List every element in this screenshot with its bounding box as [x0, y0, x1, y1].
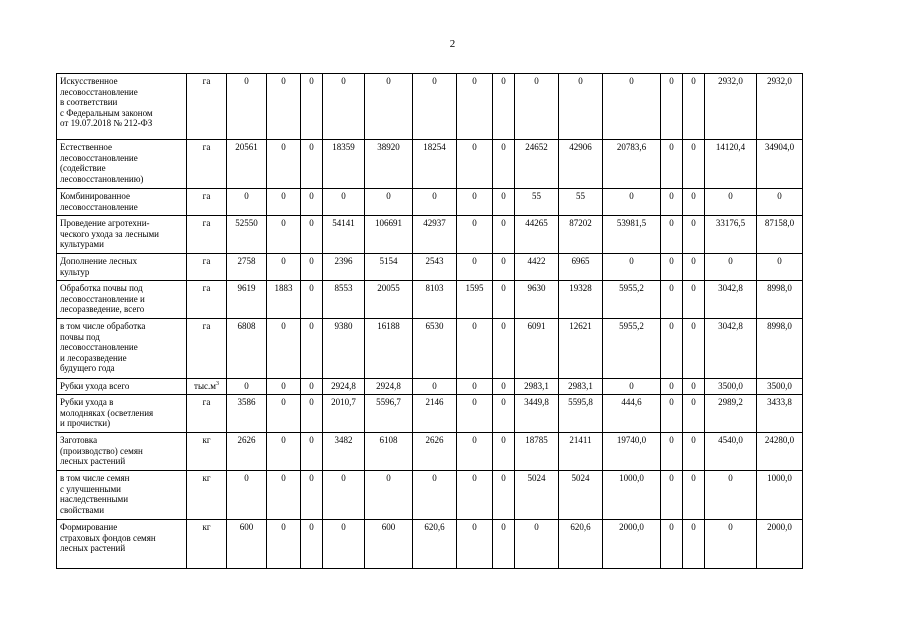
value-cell: 0 [493, 74, 515, 140]
unit-cell [187, 216, 227, 254]
value-cell: 24280,0 [757, 433, 803, 471]
value-cell: 0 [705, 254, 757, 281]
table-row [57, 433, 803, 471]
value-cell: 2983,1 [515, 379, 559, 395]
table-row [57, 520, 803, 569]
row-label-line: Рубки ухода в [60, 397, 114, 407]
value-cell: 2146 [413, 395, 457, 433]
value-cell: 8998,0 [757, 281, 803, 319]
value-cell: 3500,0 [757, 379, 803, 395]
row-label [57, 319, 187, 379]
value-cell: 0 [683, 471, 705, 520]
value-cell: 5024 [515, 471, 559, 520]
value-cell: 0 [683, 140, 705, 189]
value-cell: 0 [301, 140, 323, 189]
value-cell: 0 [457, 379, 493, 395]
row-label-line: лесовосстановление [60, 201, 138, 212]
value-cell: 2626 [413, 433, 457, 471]
unit-cell [187, 189, 227, 216]
value-cell: 54141 [323, 216, 365, 254]
value-cell: 0 [457, 433, 493, 471]
value-cell: 0 [683, 395, 705, 433]
value-cell: 55 [559, 189, 603, 216]
row-label-line: лесовосстановление и [60, 293, 145, 304]
value-cell: 620,6 [559, 520, 603, 569]
value-cell: 2000,0 [603, 520, 661, 569]
value-cell: 0 [301, 74, 323, 140]
value-cell: 0 [705, 520, 757, 569]
value-cell: 3586 [227, 395, 267, 433]
value-cell: 0 [661, 319, 683, 379]
value-cell: 0 [493, 140, 515, 189]
value-cell: 0 [661, 254, 683, 281]
value-cell: 0 [227, 471, 267, 520]
value-cell: 1000,0 [603, 471, 661, 520]
value-cell: 20561 [227, 140, 267, 189]
value-cell: 3433,8 [757, 395, 803, 433]
row-label-line: (содействие [60, 163, 106, 173]
value-cell: 55 [515, 189, 559, 216]
value-cell: 5024 [559, 471, 603, 520]
value-cell: 0 [267, 189, 301, 216]
value-cell: 0 [603, 254, 661, 281]
value-cell: 444,6 [603, 395, 661, 433]
value-cell: 0 [457, 216, 493, 254]
table-row [57, 379, 803, 395]
value-cell: 4422 [515, 254, 559, 281]
value-cell: 0 [683, 254, 705, 281]
value-cell: 0 [661, 74, 683, 140]
unit-text: га [202, 321, 211, 331]
value-cell: 0 [267, 395, 301, 433]
unit-text: га [202, 191, 211, 201]
table-row [57, 74, 803, 140]
value-cell: 0 [705, 471, 757, 520]
value-cell: 0 [705, 189, 757, 216]
row-label [57, 140, 187, 189]
value-cell: 0 [683, 379, 705, 395]
value-cell: 18785 [515, 433, 559, 471]
row-label-line: страховых фондов семян [60, 532, 156, 543]
value-cell: 87158,0 [757, 216, 803, 254]
value-cell: 0 [267, 471, 301, 520]
value-cell: 0 [493, 433, 515, 471]
value-cell: 20055 [365, 281, 413, 319]
unit-text: га [202, 397, 211, 407]
value-cell: 9630 [515, 281, 559, 319]
value-cell: 0 [301, 379, 323, 395]
value-cell: 0 [365, 471, 413, 520]
unit-text: га [202, 256, 211, 266]
value-cell: 16188 [365, 319, 413, 379]
value-cell: 3042,8 [705, 319, 757, 379]
value-cell: 6108 [365, 433, 413, 471]
value-cell: 1000,0 [757, 471, 803, 520]
row-label-line: ческого ухода за лесными [60, 228, 159, 239]
value-cell: 0 [413, 74, 457, 140]
value-cell: 52550 [227, 216, 267, 254]
value-cell: 24652 [515, 140, 559, 189]
unit-text: тыс.м [194, 381, 216, 391]
value-cell: 3500,0 [705, 379, 757, 395]
value-cell: 0 [301, 281, 323, 319]
row-label-line: Искусственное [60, 76, 118, 86]
value-cell: 2989,2 [705, 395, 757, 433]
value-cell: 0 [227, 379, 267, 395]
value-cell: 1883 [267, 281, 301, 319]
value-cell: 0 [661, 140, 683, 189]
row-label-line: от 19.07.2018 № 212-ФЗ [60, 118, 153, 128]
table-row [57, 319, 803, 379]
value-cell: 0 [267, 379, 301, 395]
value-cell: 620,6 [413, 520, 457, 569]
row-label-line: и лесоразведение [60, 352, 127, 363]
row-label-line: свойствами [60, 504, 105, 515]
row-label-line: и прочистки) [60, 418, 111, 428]
value-cell: 0 [757, 254, 803, 281]
row-label-line: (производство) семян [60, 445, 143, 456]
table-row [57, 281, 803, 319]
value-cell: 0 [267, 74, 301, 140]
value-cell: 600 [227, 520, 267, 569]
value-cell: 0 [661, 520, 683, 569]
row-label-line: Естественное [60, 142, 113, 152]
value-cell: 42937 [413, 216, 457, 254]
row-label-line: Комбинированное [60, 191, 130, 201]
value-cell: 106691 [365, 216, 413, 254]
value-cell: 0 [683, 216, 705, 254]
value-cell: 6808 [227, 319, 267, 379]
value-cell: 0 [267, 520, 301, 569]
value-cell: 0 [227, 189, 267, 216]
value-cell: 3482 [323, 433, 365, 471]
value-cell: 5955,2 [603, 319, 661, 379]
row-label-line: лесовосстановление [60, 342, 138, 352]
forestry-data-table [56, 73, 803, 569]
value-cell: 2010,7 [323, 395, 365, 433]
value-cell: 0 [493, 319, 515, 379]
row-label-line: с Федеральным законом [60, 107, 153, 118]
value-cell: 5596,7 [365, 395, 413, 433]
row-label-line: Обработка почвы под [60, 283, 143, 293]
row-label-line: в том числе обработка [60, 321, 146, 331]
value-cell: 0 [301, 189, 323, 216]
value-cell: 14120,4 [705, 140, 757, 189]
table-row [57, 395, 803, 433]
table-row [57, 471, 803, 520]
value-cell: 0 [301, 520, 323, 569]
table-row [57, 216, 803, 254]
row-label [57, 281, 187, 319]
unit-text: га [202, 76, 211, 86]
value-cell: 2396 [323, 254, 365, 281]
row-label-line: Заготовка [60, 435, 98, 445]
value-cell: 0 [301, 254, 323, 281]
value-cell: 2758 [227, 254, 267, 281]
value-cell: 18359 [323, 140, 365, 189]
value-cell: 0 [457, 189, 493, 216]
value-cell: 0 [301, 433, 323, 471]
table-row [57, 254, 803, 281]
value-cell: 53981,5 [603, 216, 661, 254]
value-cell: 34904,0 [757, 140, 803, 189]
value-cell: 0 [493, 395, 515, 433]
value-cell: 0 [493, 216, 515, 254]
value-cell: 0 [457, 254, 493, 281]
value-cell: 0 [603, 379, 661, 395]
row-label-line: Формирование [60, 522, 118, 532]
value-cell: 0 [457, 471, 493, 520]
row-label-line: наследственными [60, 494, 129, 504]
value-cell: 6965 [559, 254, 603, 281]
value-cell: 20783,6 [603, 140, 661, 189]
row-label-line: культур [60, 266, 90, 277]
value-cell: 0 [301, 471, 323, 520]
value-cell: 0 [559, 74, 603, 140]
value-cell: 44265 [515, 216, 559, 254]
row-label-line: Рубки ухода всего [60, 381, 130, 391]
value-cell: 6530 [413, 319, 457, 379]
value-cell: 3449,8 [515, 395, 559, 433]
row-label [57, 520, 187, 569]
value-cell: 0 [365, 189, 413, 216]
unit-cell [187, 140, 227, 189]
value-cell: 4540,0 [705, 433, 757, 471]
value-cell: 0 [683, 433, 705, 471]
value-cell: 1595 [457, 281, 493, 319]
value-cell: 0 [413, 189, 457, 216]
value-cell: 5595,8 [559, 395, 603, 433]
value-cell: 19328 [559, 281, 603, 319]
value-cell: 2000,0 [757, 520, 803, 569]
value-cell: 2932,0 [705, 74, 757, 140]
value-cell: 87202 [559, 216, 603, 254]
value-cell: 5154 [365, 254, 413, 281]
value-cell: 12621 [559, 319, 603, 379]
value-cell: 0 [267, 140, 301, 189]
value-cell: 2626 [227, 433, 267, 471]
value-cell: 8103 [413, 281, 457, 319]
unit-cell [187, 395, 227, 433]
value-cell: 0 [683, 520, 705, 569]
value-cell: 0 [661, 216, 683, 254]
value-cell: 0 [493, 281, 515, 319]
value-cell: 0 [267, 319, 301, 379]
value-cell: 42906 [559, 140, 603, 189]
value-cell: 0 [457, 319, 493, 379]
value-cell: 0 [493, 254, 515, 281]
unit-text: кг [202, 522, 211, 532]
value-cell: 0 [603, 74, 661, 140]
unit-superscript: 3 [215, 381, 219, 387]
value-cell: 2924,8 [323, 379, 365, 395]
value-cell: 18254 [413, 140, 457, 189]
value-cell: 0 [493, 471, 515, 520]
row-label [57, 379, 187, 395]
value-cell: 0 [493, 520, 515, 569]
table-row [57, 140, 803, 189]
value-cell: 0 [661, 281, 683, 319]
row-label-line: Дополнение лесных [60, 256, 138, 266]
page-number: 2 [449, 38, 456, 50]
value-cell: 0 [515, 74, 559, 140]
unit-cell [187, 281, 227, 319]
unit-cell [187, 520, 227, 569]
row-label-line: лесных растений [60, 543, 126, 553]
row-label [57, 189, 187, 216]
value-cell: 0 [683, 74, 705, 140]
row-label-line: лесовосстановление [60, 86, 138, 97]
unit-cell [187, 471, 227, 520]
value-cell: 0 [457, 520, 493, 569]
unit-text: га [202, 283, 211, 293]
value-cell: 0 [457, 74, 493, 140]
value-cell: 38920 [365, 140, 413, 189]
value-cell: 0 [323, 189, 365, 216]
row-label [57, 433, 187, 471]
value-cell: 0 [683, 189, 705, 216]
value-cell: 33176,5 [705, 216, 757, 254]
value-cell: 0 [413, 471, 457, 520]
row-label-line: лесовосстановление [60, 152, 138, 163]
value-cell: 0 [757, 189, 803, 216]
value-cell: 0 [457, 140, 493, 189]
unit-text: га [202, 142, 211, 152]
row-label-line: лесовосстановлению) [60, 173, 144, 184]
value-cell: 0 [267, 216, 301, 254]
value-cell: 2924,8 [365, 379, 413, 395]
value-cell: 0 [323, 471, 365, 520]
value-cell: 0 [227, 74, 267, 140]
row-label-line: лесоразведение, всего [60, 304, 145, 314]
value-cell: 0 [323, 74, 365, 140]
unit-cell [187, 254, 227, 281]
value-cell: 2932,0 [757, 74, 803, 140]
unit-cell [187, 74, 227, 140]
value-cell: 5955,2 [603, 281, 661, 319]
row-label-line: лесных растений [60, 456, 126, 466]
value-cell: 6091 [515, 319, 559, 379]
value-cell: 0 [661, 471, 683, 520]
value-cell: 0 [413, 379, 457, 395]
row-label-line: в соответствии [60, 97, 118, 107]
row-label-line: Проведение агротехни- [60, 218, 150, 228]
value-cell: 0 [301, 319, 323, 379]
row-label-line: с улучшенными [60, 483, 121, 494]
row-label [57, 254, 187, 281]
value-cell: 9619 [227, 281, 267, 319]
value-cell: 0 [661, 433, 683, 471]
value-cell: 0 [457, 395, 493, 433]
value-cell: 0 [661, 395, 683, 433]
unit-cell [187, 433, 227, 471]
value-cell: 8998,0 [757, 319, 803, 379]
value-cell: 0 [267, 254, 301, 281]
value-cell: 0 [365, 74, 413, 140]
value-cell: 9380 [323, 319, 365, 379]
row-label-line: культурами [60, 239, 104, 249]
value-cell: 21411 [559, 433, 603, 471]
value-cell: 0 [661, 189, 683, 216]
value-cell: 0 [301, 395, 323, 433]
unit-cell [187, 379, 227, 395]
row-label-line: будущего года [60, 363, 115, 373]
value-cell: 0 [493, 189, 515, 216]
value-cell: 0 [267, 433, 301, 471]
value-cell: 3042,8 [705, 281, 757, 319]
unit-text: га [202, 218, 211, 228]
row-label [57, 471, 187, 520]
unit-text: кг [202, 435, 211, 445]
unit-cell [187, 319, 227, 379]
value-cell: 2983,1 [559, 379, 603, 395]
row-label-line: в том числе семян [60, 473, 130, 483]
value-cell: 0 [493, 379, 515, 395]
row-label [57, 395, 187, 433]
value-cell: 0 [323, 520, 365, 569]
row-label [57, 216, 187, 254]
value-cell: 0 [603, 189, 661, 216]
value-cell: 0 [683, 281, 705, 319]
value-cell: 0 [661, 379, 683, 395]
row-label [57, 74, 187, 140]
table-row [57, 189, 803, 216]
value-cell: 0 [515, 520, 559, 569]
value-cell: 19740,0 [603, 433, 661, 471]
unit-text: кг [202, 473, 211, 483]
row-label-line: почвы под [60, 331, 100, 342]
value-cell: 2543 [413, 254, 457, 281]
row-label-line: молодняках (осветления [60, 407, 154, 418]
value-cell: 8553 [323, 281, 365, 319]
value-cell: 0 [683, 319, 705, 379]
value-cell: 0 [301, 216, 323, 254]
value-cell: 600 [365, 520, 413, 569]
